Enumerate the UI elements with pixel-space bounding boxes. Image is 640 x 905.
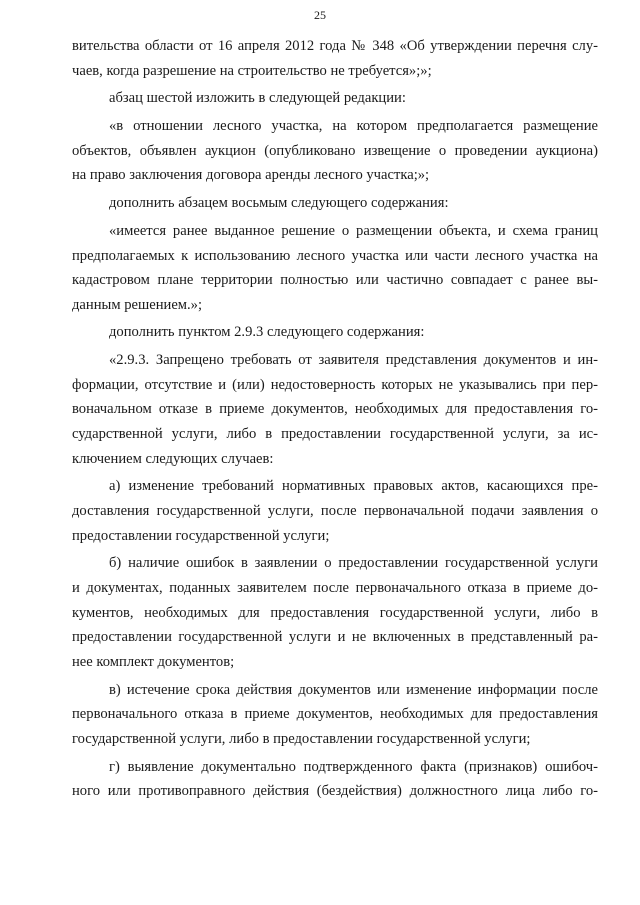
text-line: формации, отсутствие и (или) недостоверность которых не указывались при пер- (72, 376, 598, 393)
paragraph (72, 755, 598, 804)
paragraph (72, 114, 598, 188)
text-line: в) истечение срока действия документов или изменение информации после (109, 681, 598, 698)
page-number: 25 (314, 8, 326, 22)
paragraph (72, 191, 598, 216)
text-line: б) наличие ошибок в заявлении о предоставлении государственной услуги (109, 555, 598, 572)
text-line: дополнить пунктом 2.9.3 следующего содержания: (109, 324, 425, 341)
text-line: и документах, поданных заявителем после первоначального отказа в приеме до- (72, 579, 598, 596)
text-line: чаев, когда разрешение на строительство не требуется»;»; (72, 62, 432, 79)
paragraph (72, 34, 598, 83)
text-line: вительства области от 16 апреля 2012 года № 348 «Об утверждении перечня слу- (72, 38, 598, 54)
text-line: данным решением.»; (72, 296, 203, 313)
text-line: первоначального отказа в приеме документов, необходимых для предоставления (72, 706, 598, 723)
text-line: кадастровом плане территории полностью или частично совпадает с ранее вы- (72, 272, 598, 289)
text-line: г) выявление документально подтвержденного факта (признаков) ошибоч- (109, 758, 598, 775)
text-line: а) изменение требований нормативных правовых актов, касающихся пре- (109, 478, 598, 495)
paragraph (72, 320, 598, 345)
text-line: воначальном отказе в приеме документов, необходимых для предоставления го- (72, 401, 598, 418)
paragraph (72, 219, 598, 317)
paragraph (72, 678, 598, 752)
text-line: «в отношении лесного участка, на котором предполагается размещение (109, 118, 598, 135)
paragraph (72, 551, 598, 674)
text-line: предоставлении государственной услуги и не включенных в представленный ра- (72, 629, 598, 646)
document-body (72, 34, 598, 807)
text-line: кументов, необходимых для предоставления государственной услуги, либо в (72, 604, 598, 621)
text-line: «имеется ранее выданное решение о размещении объекта, и схема границ (109, 222, 598, 239)
text-line: на право заключения договора аренды лесного участка;»; (72, 167, 430, 184)
paragraph (72, 348, 598, 471)
text-line: «2.9.3. Запрещено требовать от заявителя представления документов и ин- (109, 352, 598, 369)
text-line: предоставлении государственной услуги; (72, 527, 330, 544)
paragraph (72, 86, 598, 111)
text-line: предполагаемых к использованию лесного участка или части лесного участка на (72, 247, 598, 264)
text-line: ного или противоправного действия (бездействия) должностного лица либо го- (72, 783, 598, 800)
text-line: абзац шестой изложить в следующей редакции: (109, 90, 406, 107)
text-line: ключением следующих случаев: (72, 450, 274, 467)
text-line: нее комплект документов; (72, 653, 235, 670)
text-line: доставления государственной услуги, после первоначальной подачи заявления о (72, 503, 598, 519)
text-line: дополнить абзацем восьмым следующего содержания: (109, 195, 449, 212)
paragraph (72, 474, 598, 548)
text-line: государственной услуги, либо в предоставлении государственной услуги; (72, 730, 531, 747)
text-line: объектов, объявлен аукцион (опубликовано извещение о проведении аукциона) (72, 142, 598, 159)
text-line: сударственной услуги, либо в предоставлении государственной услуги, за ис- (72, 426, 598, 443)
